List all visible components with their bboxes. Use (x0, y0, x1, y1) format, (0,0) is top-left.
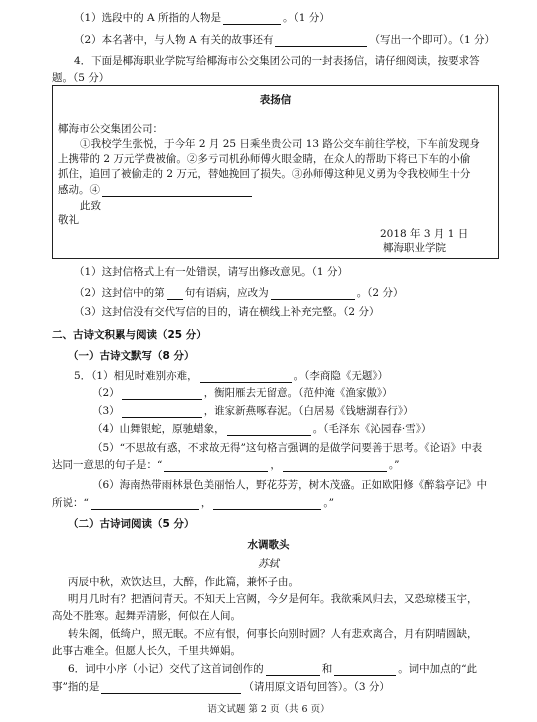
answer-blank[interactable] (164, 460, 268, 472)
question-5-5-cont (52, 458, 400, 472)
question-5-6: （6）海南热带雨林景色美丽怡人，野花芬芳，树木茂盛。正如欧阳修《醉翁亭记》中 (92, 479, 488, 491)
letter-paragraph: ①我校学生张悦，于今年 2 月 25 日乘坐贵公司 13 路公交车前往学校，下车前发现身 (80, 138, 480, 150)
q1-1-text: （1）选段中的 A 所指的人物是 (74, 12, 221, 24)
answer-blank[interactable] (167, 288, 183, 300)
letter-p4-text: 感动。④ (58, 184, 100, 196)
poem-preface: 丙辰中秋，欢饮达旦，大醉，作此篇，兼怀子由。 (68, 576, 299, 588)
letter-closing-2: 敬礼 (58, 214, 79, 226)
q5-3-source: ，谁家新燕啄春泥。（白居易《钱塘湖春行》） (203, 405, 414, 417)
answer-blank[interactable] (91, 498, 199, 510)
subsection-heading: （二）古诗词阅读（5 分） (68, 518, 195, 530)
answer-blank[interactable] (275, 35, 367, 47)
poem-author: 苏轼 (258, 558, 279, 570)
q6-text: 6．词中小序（小记）交代了这首词创作的 (68, 663, 264, 675)
answer-blank[interactable] (200, 371, 292, 383)
q5-6-text: 所说：“ (52, 497, 89, 509)
q1-2-text: （2）本名著中，与人物 A 有关的故事还有 (74, 34, 274, 46)
q4-2-mid: 句有语病，应改为 (184, 287, 269, 299)
question-5-2 (92, 386, 393, 400)
q5-4-text: （4）山舞银蛇，原驰蜡象， (92, 423, 225, 435)
q5-5-end: 。” (388, 459, 400, 471)
subsection-heading: （一）古诗文默写（8 分） (68, 350, 195, 362)
question-5-1 (74, 369, 388, 383)
question-4-1: （1）这封信格式上有一处错误，请写出修改意见。（1 分） (74, 266, 348, 278)
question-6 (68, 662, 477, 676)
section-heading: 二、古诗文积累与阅读（25 分） (52, 329, 207, 341)
letter-paragraph-last (58, 183, 254, 197)
answer-blank[interactable] (271, 288, 355, 300)
question-4-2 (74, 286, 403, 300)
poem-line: 此事古难全。但愿人长久，千里共婵娟。 (52, 645, 241, 657)
question-4-text: 4．下面是椰海职业学院写给椰海市公交集团公司的一封表扬信，请仔细阅读，按要求答 (74, 55, 480, 67)
answer-blank[interactable] (266, 664, 320, 676)
answer-blank[interactable] (227, 424, 311, 436)
q1-2-score: （写出一个即可）。（1 分） (369, 34, 495, 46)
question-5-4 (92, 422, 432, 436)
question-1-2 (74, 33, 495, 47)
question-4-text-cont: 题。（5 分） (52, 72, 110, 84)
poem-line: 高处不胜寒。起舞弄清影，何似在人间。 (52, 610, 241, 622)
question-1-1 (74, 11, 330, 25)
q5-1-source: 。（李商隐《无题》） (293, 370, 389, 382)
q6-text-2: 事”指的是 (52, 681, 100, 693)
letter-signer: 椰海职业学院 (383, 242, 446, 254)
question-6-cont (52, 680, 390, 694)
poem-line: 转朱阁，低绮户，照无眠。不应有恨，何事长向别时圆？人有悲欢离合，月有阴晴圆缺， (68, 628, 478, 640)
question-5-6-cont (52, 496, 334, 510)
q6-mid: 和 (321, 663, 333, 675)
q5-6-mid: ， (200, 497, 212, 509)
poem-line: 明月几时有？把酒问青天。不知天上宫阙，今夕是何年。我欲乘风归去，又恐琼楼玉宇， (68, 593, 478, 605)
answer-blank[interactable] (334, 664, 396, 676)
answer-blank[interactable] (223, 13, 281, 25)
page-footer: 语文试题 第 2 页（共 6 页） (207, 704, 330, 715)
q5-5-text: 达同一意思的句子是：“ (52, 459, 163, 471)
answer-blank[interactable] (101, 682, 241, 694)
question-5-5: （5）“不思故有惑，不求故无得”这句格言强调的是做学问要善于思考。《论语》中表 (92, 442, 483, 454)
answer-blank[interactable] (213, 498, 321, 510)
question-5-3 (92, 404, 414, 418)
q5-2-source: ，衡阳雁去无留意。（范仲淹《渔家傲》） (203, 387, 393, 399)
answer-blank[interactable] (102, 185, 252, 197)
answer-blank[interactable] (283, 460, 387, 472)
q5-2-text: （2） (92, 387, 120, 399)
q5-6-end: 。” (323, 497, 334, 509)
letter-title: 表扬信 (259, 94, 292, 106)
q4-2-score: 。（2 分） (356, 287, 404, 299)
letter-paragraph: 上携带的 2 万元学费被偷。②多亏司机孙师傅火眼金睛，在众人的帮助下将已下车的小偷 (58, 153, 471, 165)
poem-title: 水调歌头 (247, 539, 290, 551)
question-4-3: （3）这封信没有交代写信的目的，请在横线上补充完整。（2 分） (74, 306, 380, 318)
q5-5-mid: ， (270, 459, 281, 471)
letter-paragraph: 抓住，追回了被偷走的 2 万元，替她挽回了损失。③孙师傅这种见义勇为令我校师生十分 (58, 168, 471, 180)
answer-blank[interactable] (122, 406, 202, 418)
q1-1-score: 。（1 分） (282, 12, 330, 24)
q4-2-text: （2）这封信中的第 (74, 287, 165, 299)
q6-score: （请用原文语句回答）。（3 分） (243, 681, 390, 693)
q5-3-text: （3） (92, 405, 120, 417)
letter-date: 2018 年 3 月 1 日 (380, 228, 469, 240)
q6-text-end: 。词中加点的“此 (398, 663, 478, 675)
answer-blank[interactable] (122, 388, 202, 400)
letter-salutation: 椰海市公交集团公司： (58, 123, 163, 135)
q5-1-text: 5．（1）相见时难别亦难， (74, 370, 198, 382)
q5-4-source: 。（毛泽东《沁园春·雪》） (312, 423, 432, 435)
letter-closing-1: 此致 (80, 200, 101, 212)
